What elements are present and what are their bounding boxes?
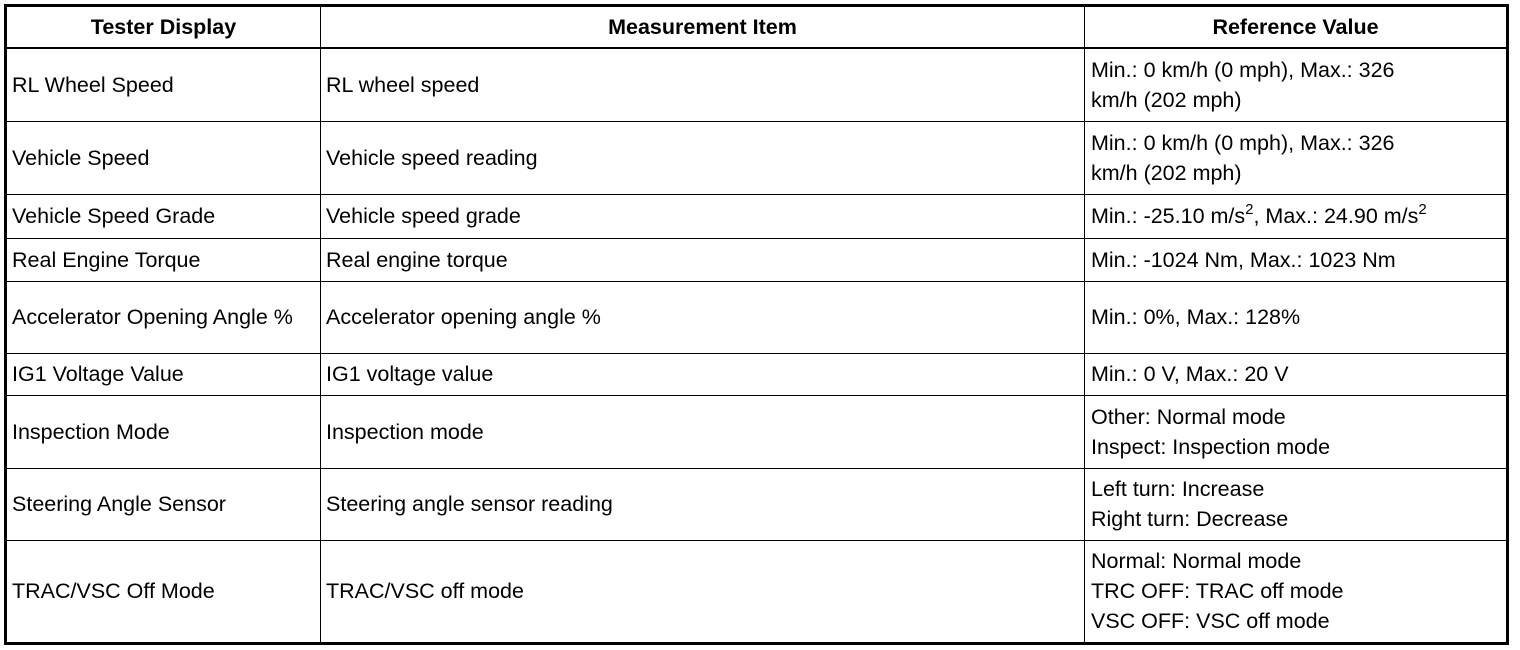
reference-line: Left turn: Increase [1091, 477, 1265, 501]
table-row [6, 540, 1508, 643]
reference-text: Min.: -25.10 m/s [1091, 204, 1246, 228]
measurement-item-cell: RL wheel speed [321, 48, 1085, 121]
tester-display-cell: Accelerator Opening Angle % [6, 281, 321, 353]
tester-display-cell: IG1 Voltage Value [6, 353, 321, 395]
reference-line: Normal: Normal mode [1091, 549, 1302, 573]
header-reference-value: Reference Value [1085, 6, 1508, 49]
reference-value-cell [1085, 353, 1508, 395]
header-measurement-item: Measurement Item [321, 6, 1085, 49]
table-row [6, 353, 1508, 395]
reference-line [1091, 201, 1501, 231]
tester-display-cell: Inspection Mode [6, 395, 321, 468]
tester-display-cell: Real Engine Torque [6, 238, 321, 281]
tester-display-cell: Vehicle Speed [6, 121, 321, 194]
tester-display-cell: Vehicle Speed Grade [6, 194, 321, 238]
measurement-item-cell: Real engine torque [321, 238, 1085, 281]
reference-line: km/h (202 mph) [1091, 160, 1242, 185]
measurement-item-cell: Vehicle speed grade [321, 194, 1085, 238]
tester-display-cell: TRAC/VSC Off Mode [6, 540, 321, 643]
reference-line: Inspect: Inspection mode [1091, 434, 1331, 459]
table-row [6, 281, 1508, 353]
table-header-row [6, 6, 1508, 49]
table-row [6, 468, 1508, 540]
reference-value-cell [1085, 238, 1508, 281]
reference-line: Right turn: Decrease [1091, 507, 1289, 531]
measurement-item-cell: Accelerator opening angle % [321, 281, 1085, 353]
reference-value-cell [1085, 540, 1508, 643]
measurement-item-cell: TRAC/VSC off mode [321, 540, 1085, 643]
table-row [6, 194, 1508, 238]
tester-display-cell: RL Wheel Speed [6, 48, 321, 121]
reference-line: Min.: 0 km/h (0 mph), Max.: 326 [1091, 130, 1395, 155]
data-list-table [4, 4, 1509, 645]
table-row [6, 48, 1508, 121]
table-row [6, 121, 1508, 194]
reference-value-cell [1085, 48, 1508, 121]
reference-value-cell [1085, 468, 1508, 540]
reference-line: Min.: 0 V, Max.: 20 V [1091, 362, 1289, 386]
measurement-item-cell: IG1 voltage value [321, 353, 1085, 395]
reference-line: TRC OFF: TRAC off mode [1091, 579, 1344, 603]
measurement-item-cell: Inspection mode [321, 395, 1085, 468]
reference-line: VSC OFF: VSC off mode [1091, 609, 1330, 633]
reference-line: Min.: 0 km/h (0 mph), Max.: 326 [1091, 57, 1395, 82]
table-row [6, 238, 1508, 281]
header-tester-display: Tester Display [6, 6, 321, 49]
reference-value-cell [1085, 194, 1508, 238]
reference-value-cell [1085, 281, 1508, 353]
reference-value-cell [1085, 395, 1508, 468]
measurement-item-cell: Steering angle sensor reading [321, 468, 1085, 540]
reference-value-cell [1085, 121, 1508, 194]
reference-line: km/h (202 mph) [1091, 87, 1242, 112]
reference-text: , Max.: 24.90 m/s [1253, 204, 1419, 228]
table-row [6, 395, 1508, 468]
superscript: 2 [1245, 201, 1254, 218]
reference-line: Min.: -1024 Nm, Max.: 1023 Nm [1091, 247, 1396, 272]
reference-line: Min.: 0%, Max.: 128% [1091, 305, 1301, 329]
superscript: 2 [1418, 201, 1427, 218]
measurement-item-cell: Vehicle speed reading [321, 121, 1085, 194]
tester-display-cell: Steering Angle Sensor [6, 468, 321, 540]
reference-line: Other: Normal mode [1091, 404, 1286, 429]
